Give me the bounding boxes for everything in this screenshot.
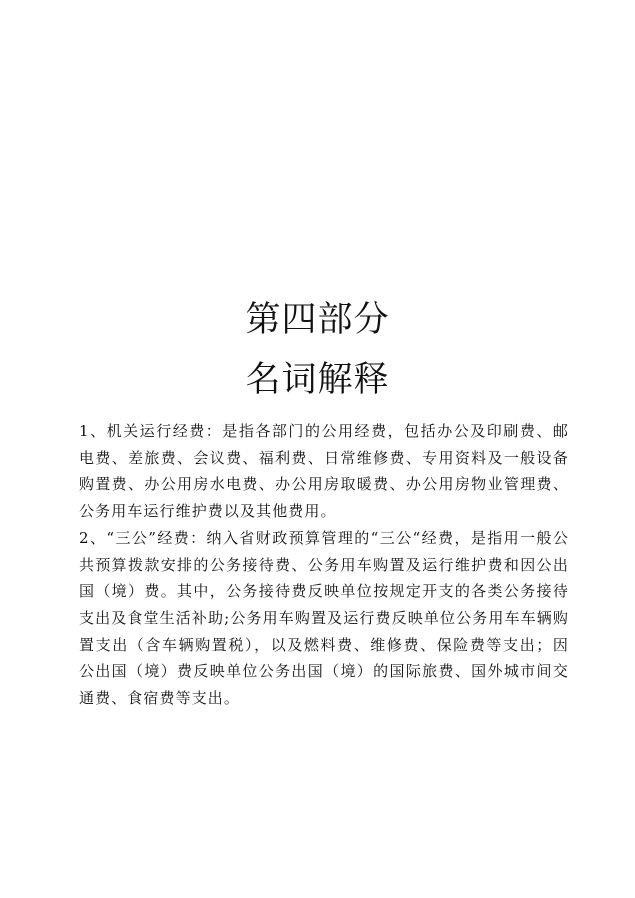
part-heading: 第四部分: [245, 300, 390, 340]
paragraph-three-public-expenses: 2、“三公”经费：纳入省财政预算管理的“三公“经费，是指用一般公共预算拨款安排的公务接待费、公务用车购置及运行维护费和因公出国（境）费。其中，公务接待费反映单位按规定开支的各类公务接待支出及食堂生活补助;公务用车购置及运行费反映单位公务用车车辆购置支出（含车辆购置税），以及燃料费、维修费、保险费等支出；因公出国（境）费反映单位公务出国（境）的国际旅费、国外城市间交通费、食宿费等支出。: [79, 528, 569, 708]
body-text: [79, 418, 569, 712]
section-title: 名词解释: [245, 360, 390, 400]
paragraph-operating-expenses: 1、机关运行经费：是指各部门的公用经费，包括办公及印刷费、邮电费、差旅费、会议费、福利费、日常维修费、专用资料及一般设备购置费、办公用房水电费、办公用房取暖费、办公用房物业管理费、公务用车运行维护费以及其他费用。: [79, 422, 569, 521]
heading-block: [0, 290, 635, 410]
